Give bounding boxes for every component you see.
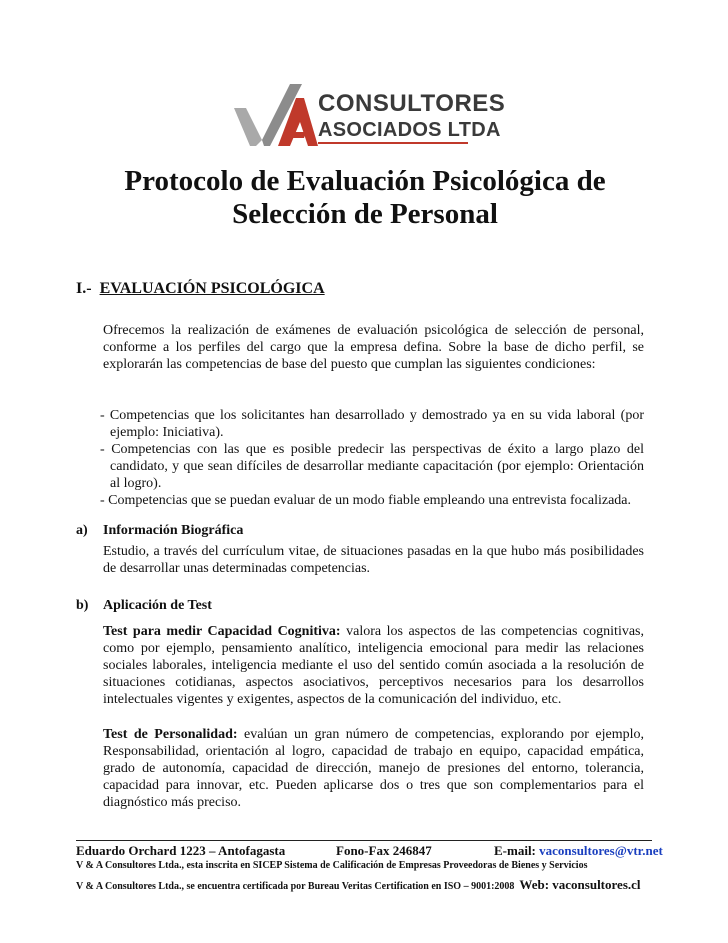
subsection-title: Aplicación de Test <box>103 598 212 613</box>
logo-wordmark <box>318 92 505 140</box>
document-title: Protocolo de Evaluación Psicológica de Selección de Personal <box>124 165 606 230</box>
footer-certification-text: V & A Consultores Ltda., se encuentra certificada por Bureau Veritas Certification en ISO – 9001:2008 <box>76 881 515 892</box>
personality-test-paragraph <box>103 726 644 811</box>
logo-line-1: CONSULTORES <box>318 90 506 117</box>
footer-email-label: E-mail: <box>494 843 540 858</box>
personality-test-text: evalúan un gran número de competencias, explorando por ejemplo, Responsabilidad, orientación al logro, capacidad de trabajo en equipo, capacidad empática, grado de autonomía, capacidad de dirección, manejo de presiones del entorno, tolerancia, capacidad para innovar, etc. Pueden aplicarse dos o tres que son complementarios para el diagnóstico más preciso. <box>103 727 644 810</box>
footer-certification <box>76 877 641 893</box>
subsection-b-heading <box>76 598 212 614</box>
bullet-item: - Competencias que los solicitantes han desarrollado y demostrado ya en su vida laboral (por ejemplo: Iniciativa). <box>100 408 644 440</box>
section-title: EVALUACIÓN PSICOLÓGICA <box>99 280 325 297</box>
footer-registration: V & A Consultores Ltda., esta inscrita en SICEP Sistema de Calificación de Empresas Proveedoras de Bienes y Servicios <box>76 860 588 871</box>
section-heading <box>76 280 325 298</box>
logo-underline <box>318 142 468 144</box>
company-logo <box>232 80 506 150</box>
biographic-paragraph: Estudio, a través del currículum vitae, de situaciones pasadas en la que hubo más posibilidades de desarrollar unas determinadas competencias. <box>103 544 644 576</box>
section-number: I.- <box>76 280 92 297</box>
logo-line-2: ASOCIADOS LTDA <box>318 119 501 141</box>
cognitive-test-paragraph <box>103 623 644 708</box>
footer-divider <box>76 840 652 841</box>
subsection-a-heading <box>76 523 243 539</box>
personality-test-title: Test de Personalidad: <box>103 727 238 742</box>
subsection-label: a) <box>76 523 88 538</box>
footer-address: Eduardo Orchard 1223 – Antofagasta <box>76 843 286 858</box>
footer-phone: Fono-Fax 246847 <box>336 843 432 858</box>
bullet-item: - Competencias con las que es posible predecir las perspectivas de éxito a largo plazo del candidato, y que sean difíciles de desarrollar mediante capacitación (por ejemplo: Orientación al logro). <box>100 442 644 491</box>
subsection-title: Información Biográfica <box>103 523 244 538</box>
cognitive-test-text: valora los aspectos de las competencias cognitivas, como por ejemplo, pensamiento analítico, inteligencia emocional para medir las relaciones sociales laborales, inteligencia mediante el uso del sentido común asociada a la resolución de situaciones cotidianas, aspectos asociativos, perceptivos necesarios para los desarrollos intelectuales vigentes y exigentes, aspectos de la comunicación del individuo, etc. <box>103 624 644 707</box>
email-link[interactable]: vaconsultores@vtr.net <box>539 843 663 858</box>
footer-email <box>494 843 663 859</box>
bullet-item: - Competencias que se puedan evaluar de un modo fiable empleando una entrevista focalizada. <box>100 493 632 508</box>
footer-web: Web: vaconsultores.cl <box>519 877 641 892</box>
subsection-label: b) <box>76 598 89 613</box>
cognitive-test-title: Test para medir Capacidad Cognitiva: <box>103 624 341 639</box>
va-logo-mark-icon <box>232 80 318 150</box>
intro-paragraph: Ofrecemos la realización de exámenes de evaluación psicológica de selección de personal, conforme a los perfiles del cargo que la empresa defina. Sobre la base de dicho perfil, se explorarán las competencias de base del puesto que cumplan las siguientes condiciones: <box>103 323 644 372</box>
